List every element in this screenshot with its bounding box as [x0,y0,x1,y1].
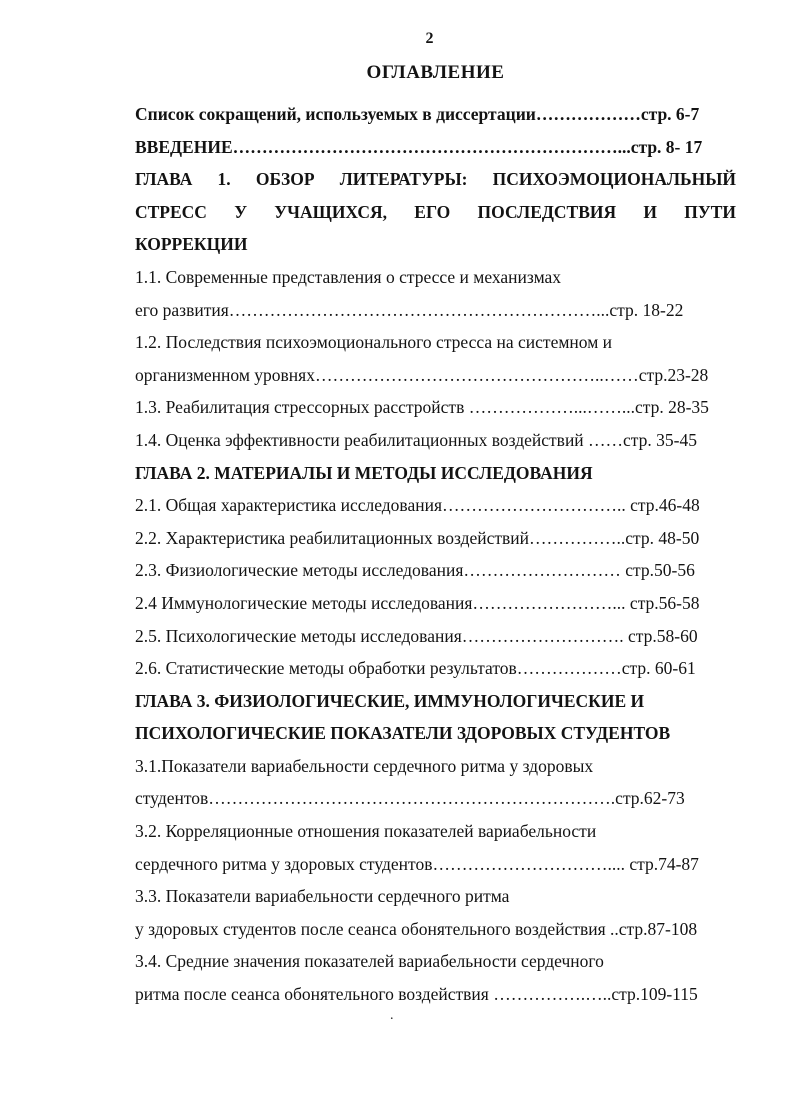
toc-line: СТРЕСС У УЧАЩИХСЯ, ЕГО ПОСЛЕДСТВИЯ И ПУТИ [135,201,736,222]
toc-line: 2.1. Общая характеристика исследования………………………….. стр.46-48 [135,495,700,516]
toc-line: Список сокращений, используемых в диссертации………………стр. 6-7 [135,104,700,124]
toc-line: 2.2. Характеристика реабилитационных воздействий……………..стр. 48-50 [135,527,700,548]
toc-line: 1.4. Оценка эффективности реабилитационных воздействий ……стр. 35-45 [135,429,697,450]
footer-mark: . [390,1008,394,1023]
toc-line: 2.5. Психологические методы исследования………………………. стр.58-60 [135,625,698,646]
toc-line: 1.2. Последствия психоэмоционального стресса на системном и [135,332,613,353]
toc-line: студентов…………………………………………………………….стр.62-73 [135,788,685,809]
toc-line: 3.1.Показатели вариабельности сердечного ритма у здоровых [135,755,594,776]
toc-line: 1.3. Реабилитация стрессорных расстройств ………………...……...стр. 28-35 [135,397,709,418]
toc-line: организменном уровнях…………………………………………..……стр.23-28 [135,364,709,385]
toc-line: 3.3. Показатели вариабельности сердечного ритма [135,886,510,907]
toc-line: ПСИХОЛОГИЧЕСКИЕ ПОКАЗАТЕЛИ ЗДОРОВЫХ СТУДЕНТОВ [135,723,671,744]
toc-line: ГЛАВА 2. МАТЕРИАЛЫ И МЕТОДЫ ИССЛЕДОВАНИЯ [135,462,593,483]
toc-line: у здоровых студентов после сеанса обонятельного воздействия ..стр.87-108 [135,918,698,939]
toc-line: ВВЕДЕНИЕ…………………………………………………………...стр. 8- 17 [135,136,703,157]
toc-line: ГЛАВА 1. ОБЗОР ЛИТЕРАТУРЫ: ПСИХОЭМОЦИОНАЛЬНЫЙ [135,169,736,190]
toc-line: 2.6. Статистические методы обработки результатов………………стр. 60-61 [135,658,696,679]
toc-lines [135,98,736,1011]
toc-line: сердечного ритма у здоровых студентов………………………….... стр.74-87 [135,853,699,874]
toc-line: его развития………………………………………………………...стр. 18-22 [135,299,684,320]
toc-line: КОРРЕКЦИИ [135,234,248,255]
toc-line: ГЛАВА 3. ФИЗИОЛОГИЧЕСКИЕ, ИММУНОЛОГИЧЕСКИЕ И [135,690,645,711]
toc-line: 3.2. Корреляционные отношения показателей вариабельности [135,821,597,842]
page-title: ОГЛАВЛЕНИЕ [366,62,505,83]
toc-line: 3.4. Средние значения показателей вариабельности сердечного [135,951,604,972]
page-number: 2 [425,30,434,47]
toc-line: 2.3. Физиологические методы исследования……………………… стр.50-56 [135,560,695,581]
toc-line: ритма после сеанса обонятельного воздействия …………….…..стр.109-115 [135,984,698,1005]
toc-line: 1.1. Современные представления о стрессе и механизмах [135,266,562,287]
toc-line: 2.4 Иммунологические методы исследования……………………... стр.56-58 [135,592,700,613]
